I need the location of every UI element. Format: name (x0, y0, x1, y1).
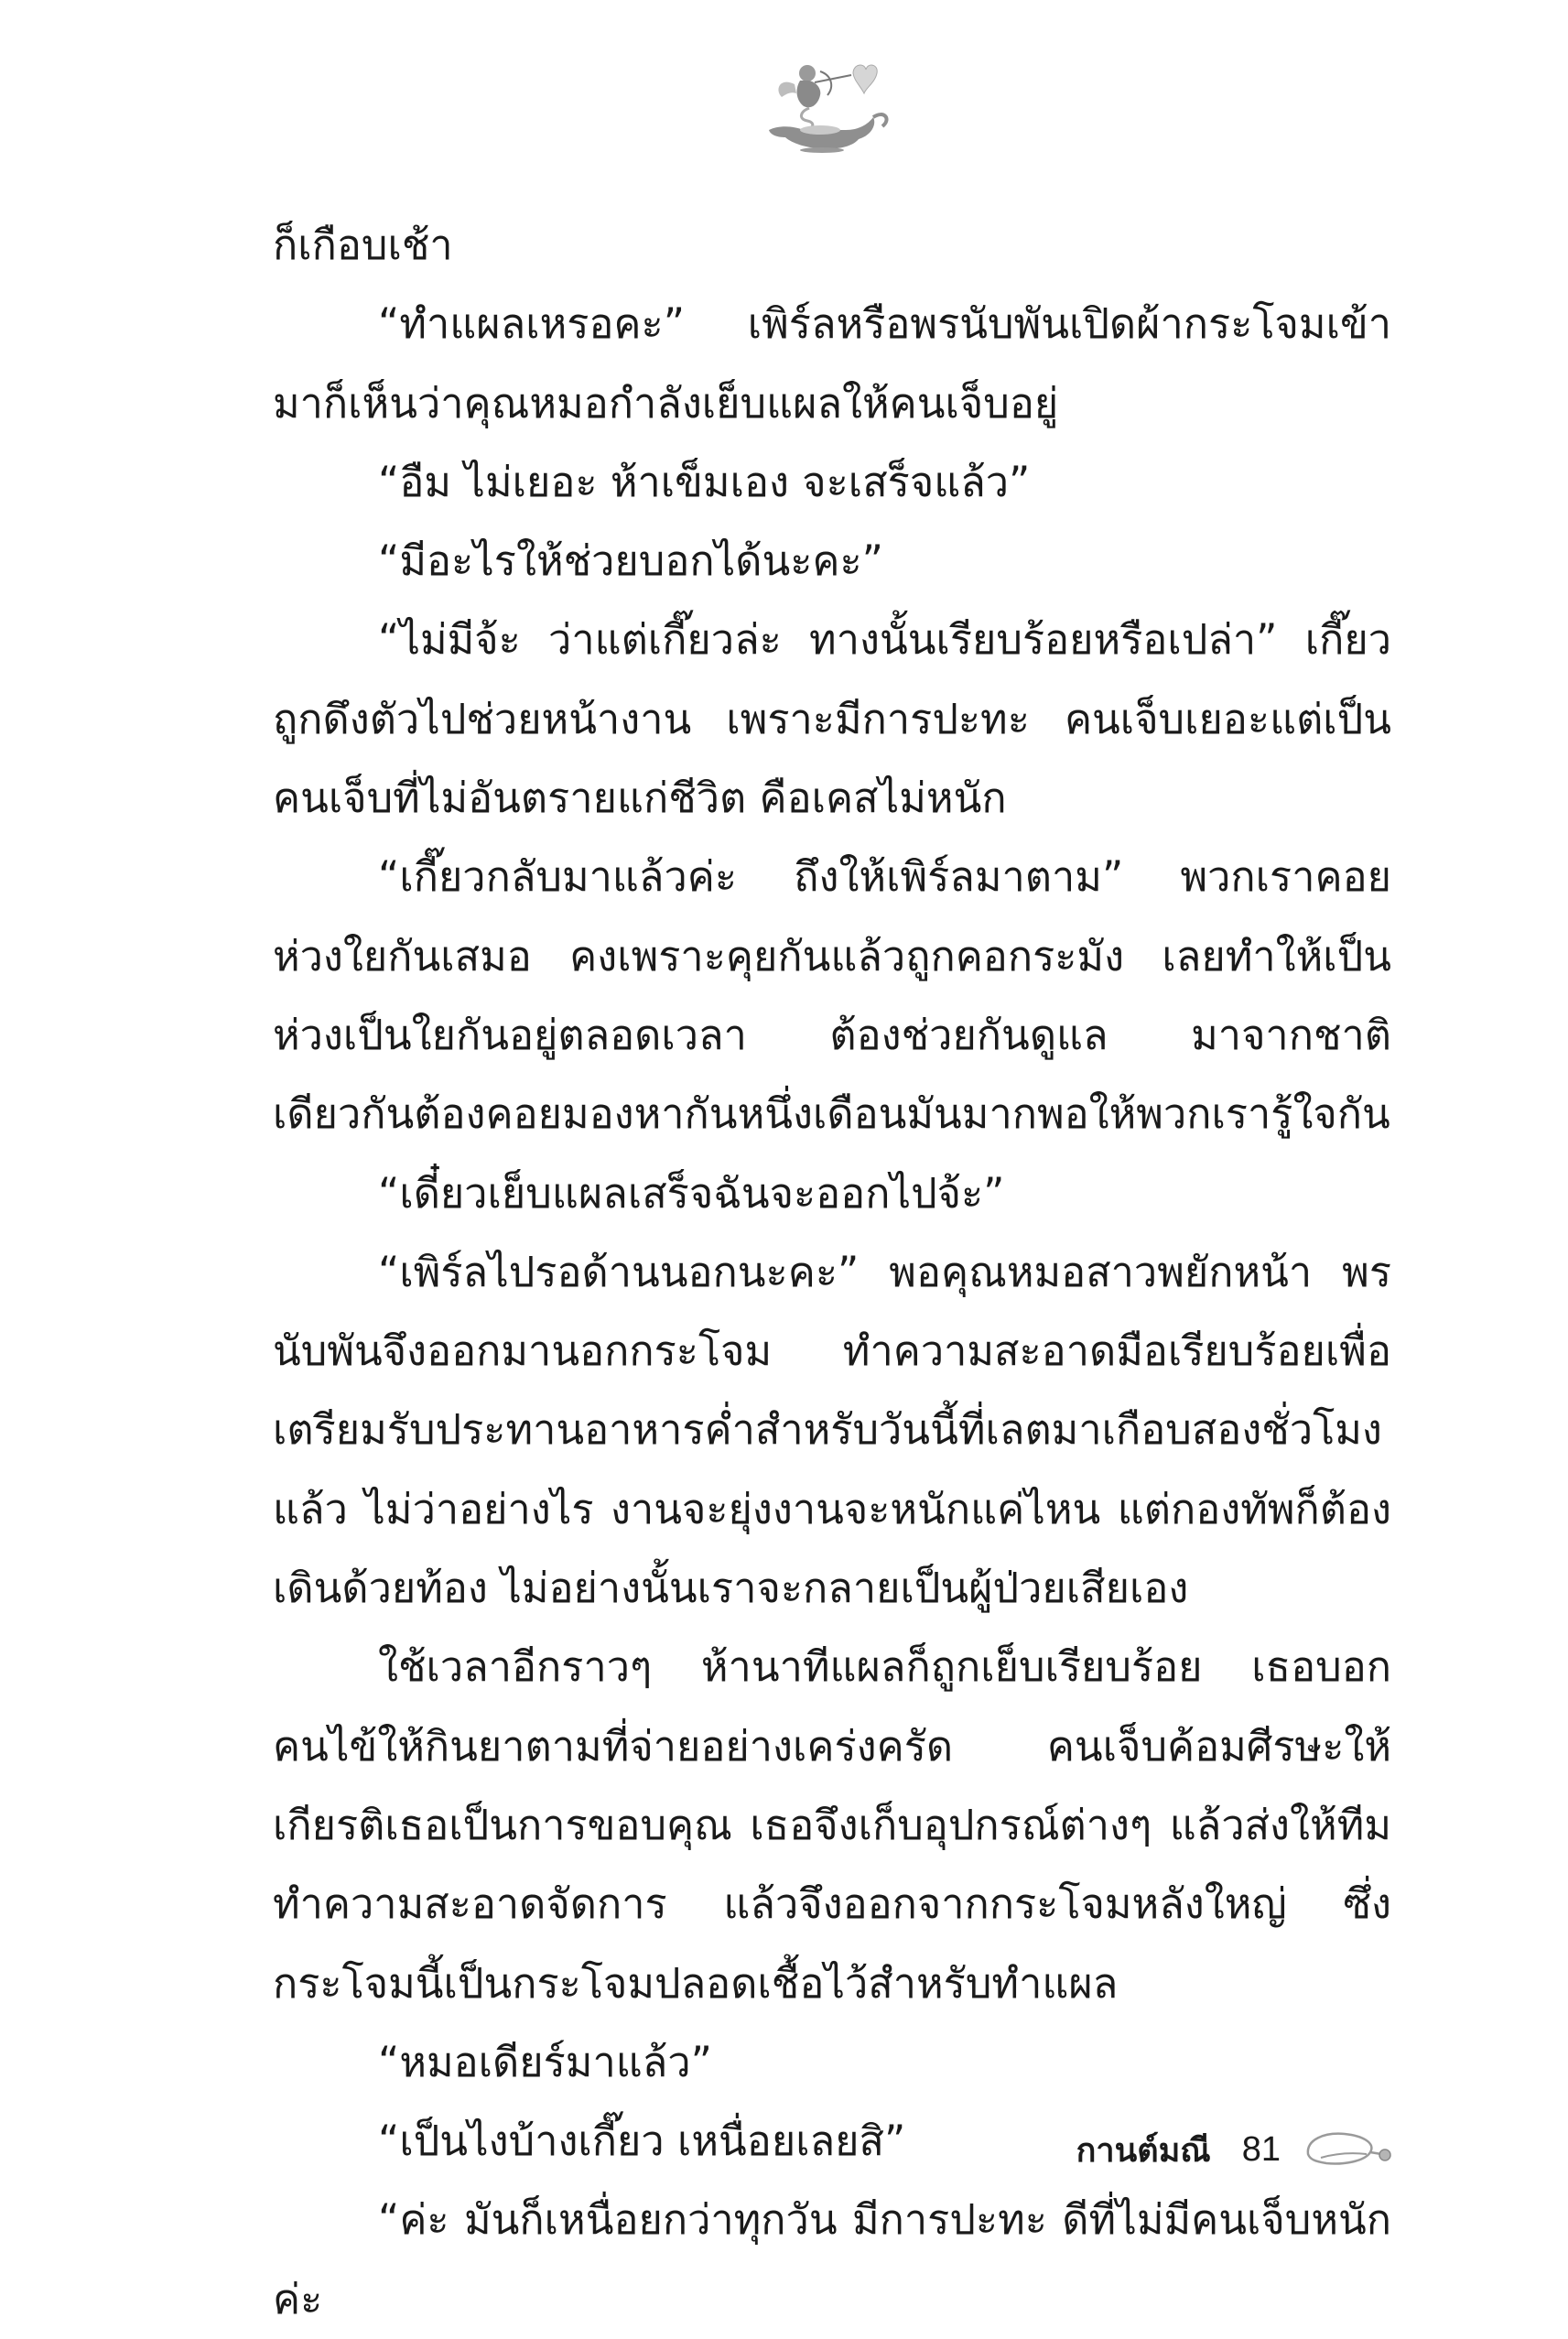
paragraph: “เดี๋ยวเย็บแผลเสร็จฉันจะออกไปจ้ะ” (378, 1168, 1005, 1218)
paragraph: “หมอเดียร์มาแล้ว” (378, 2037, 712, 2086)
page-number: 81 (1241, 2129, 1281, 2169)
book-title: กานต์มณี (1076, 2131, 1211, 2170)
paragraph: “เพิร์ลไปรอด้านนอกนะคะ” พอคุณหมอสาวพยักหน้า พรนับพันจึงออกมานอกกระโจม ทำความสะอาดมือเรียบร้อยเพื่อเตรียมรับประทานอาหารค่ำสำหรับวันนี้ที่เลตมาเกือบสองชั่วโมงแล้ว ไม่ว่าอย่างไร งานจะยุ่งงานจะหนักแค่ไหน แต่กองทัพก็ต้องเดินด้วยท้อง ไม่อย่างนั้นเราจะกลายเป็นผู้ป่วยเสียเอง (273, 1247, 1391, 1613)
stethoscope-icon (1303, 2127, 1394, 2172)
body-text (273, 206, 1391, 2339)
paragraph: ใช้เวลาอีกราวๆ ห้านาทีแผลก็ถูกเย็บเรียบร้อย เธอบอกคนไข้ให้กินยาตามที่จ่ายอย่างเคร่งครัด คนเจ็บค้อมศีรษะให้เกียรติเธอเป็นการขอบคุณ เธอจึงเก็บอุปกรณ์ต่างๆ แล้วส่งให้ทีมทำความสะอาดจัดการ แล้วจึงออกจากกระโจมหลังใหญ่ ซึ่งกระโจมนี้เป็นกระโจมปลอดเชื้อไว้สำหรับทำแผล (273, 1642, 1391, 2008)
paragraph: “อืม ไม่เยอะ ห้าเข็มเอง จะเสร็จแล้ว” (378, 457, 1031, 506)
paragraph: “ทำแผลเหรอคะ” เพิร์ลหรือพรนับพันเปิดผ้ากระโจมเข้ามาก็เห็นว่าคุณหมอกำลังเย็บแผลให้คนเจ็บอยู่ (273, 299, 1391, 428)
paragraph: “ค่ะ มันก็เหนื่อยกว่าทุกวัน มีการปะทะ ดีที่ไม่มีคนเจ็บหนักค่ะ (273, 2195, 1391, 2323)
genie-lamp-with-cupid-icon (743, 53, 899, 154)
paragraph: “เป็นไงบ้างเกี๊ยว เหนื่อยเลยสิ” (378, 2117, 906, 2166)
paragraph: “เกี๊ยวกลับมาแล้วค่ะ ถึงให้เพิร์ลมาตาม” พวกเราคอยห่วงใยกันเสมอ คงเพราะคุยกันแล้วถูกคอกระมัง เลยทำให้เป็นห่วงเป็นใยกันอยู่ตลอดเวลา ต้องช่วยกันดูแล มาจากชาติเดียวกันต้องคอยมองหากันหนึ่งเดือนมันมากพอให้พวกเรารู้ใจกัน (273, 852, 1391, 1139)
page-footer (1076, 2122, 1394, 2177)
paragraph: “ไม่มีจ้ะ ว่าแต่เกี๊ยวล่ะ ทางนั้นเรียบร้อยหรือเปล่า” เกี๊ยวถูกดึงตัวไปช่วยหน้างาน เพราะมีการปะทะ คนเจ็บเยอะแต่เป็นคนเจ็บที่ไม่อันตรายแก่ชีวิต คือเคสไม่หนัก (273, 615, 1391, 823)
paragraph: ก็เกือบเช้า (273, 221, 453, 269)
paragraph: “มีอะไรให้ช่วยบอกได้นะคะ” (378, 536, 883, 586)
